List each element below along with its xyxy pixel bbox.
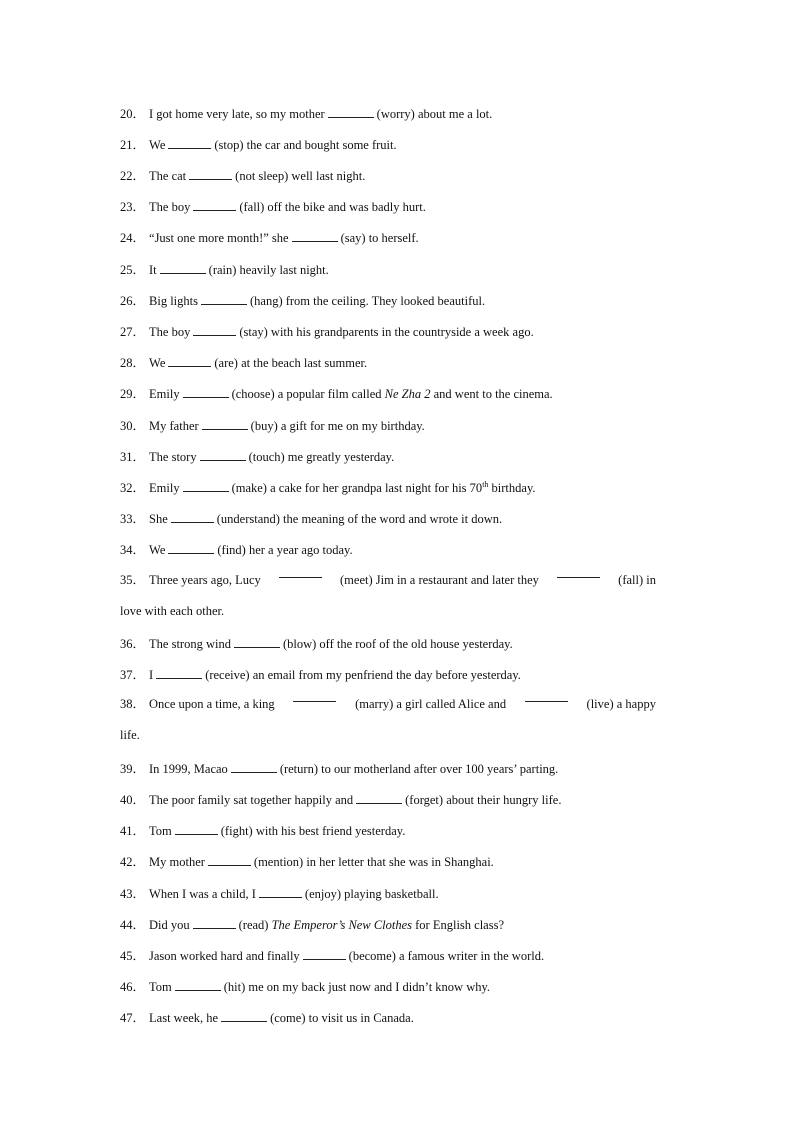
answer-blank[interactable] [175, 978, 221, 991]
question-27: 27． The boy (stay) with his grandparents in the countryside a week ago. [120, 325, 534, 339]
answer-blank[interactable] [292, 229, 338, 242]
answer-blank[interactable] [208, 853, 251, 866]
question-46: 46． Tom (hit) me on my back just now and I didn’t know why. [120, 980, 491, 994]
question-43: 43． When I was a child, I (enjoy) playing basketball. [120, 887, 439, 901]
answer-blank[interactable] [168, 136, 211, 149]
answer-blank[interactable] [234, 635, 280, 648]
question-38: 38． Once upon a time, a king (marry) a girl called Alice and (live) a happy life. [120, 689, 656, 752]
question-22: 22． The cat (not sleep) well last night. [120, 169, 366, 183]
answer-blank[interactable] [328, 105, 374, 118]
answer-blank[interactable] [231, 760, 277, 773]
answer-blank[interactable] [293, 689, 336, 702]
question-36: 36． The strong wind (blow) off the roof of the old house yesterday. [120, 637, 513, 651]
answer-blank[interactable] [279, 565, 322, 578]
answer-blank[interactable] [557, 565, 600, 578]
answer-blank[interactable] [193, 198, 236, 211]
answer-blank[interactable] [202, 417, 248, 430]
question-37: 37． I (receive) an email from my penfriend the day before yesterday. [120, 668, 521, 682]
book-title: The Emperor’s New Clothes [271, 918, 413, 932]
question-42: 42． My mother (mention) in her letter that she was in Shanghai. [120, 855, 494, 869]
question-29: 29． Emily (choose) a popular film called Ne Zha 2 and went to the cinema. [120, 387, 553, 401]
question-30: 30． My father (buy) a gift for me on my birthday. [120, 419, 425, 433]
answer-blank[interactable] [259, 885, 302, 898]
question-41: 41． Tom (fight) with his best friend yesterday. [120, 824, 406, 838]
answer-blank[interactable] [171, 510, 214, 523]
question-21: 21． We (stop) the car and bought some fruit. [120, 138, 397, 152]
film-title: Ne Zha 2 [384, 387, 431, 401]
question-47: 47． Last week, he (come) to visit us in Canada. [120, 1011, 414, 1025]
answer-blank[interactable] [201, 292, 247, 305]
answer-blank[interactable] [303, 947, 346, 960]
answer-blank[interactable] [183, 385, 229, 398]
question-20: 20． I got home very late, so my mother (worry) about me a lot. [120, 107, 493, 121]
question-24: 24． “Just one more month!” she (say) to herself. [120, 231, 419, 245]
answer-blank[interactable] [193, 916, 236, 929]
question-33: 33． She (understand) the meaning of the word and wrote it down. [120, 512, 503, 526]
question-23: 23． The boy (fall) off the bike and was badly hurt. [120, 200, 426, 214]
answer-blank[interactable] [525, 689, 568, 702]
answer-blank[interactable] [356, 791, 402, 804]
question-39: 39． In 1999, Macao (return) to our motherland after over 100 years’ parting. [120, 762, 559, 776]
answer-blank[interactable] [160, 261, 206, 274]
question-28: 28． We (are) at the beach last summer. [120, 356, 368, 370]
question-34: 34． We (find) her a year ago today. [120, 543, 353, 557]
answer-blank[interactable] [221, 1009, 267, 1022]
question-32: 32． Emily (make) a cake for her grandpa last night for his 70th birthday. [120, 479, 536, 495]
answer-blank[interactable] [183, 479, 229, 492]
question-31: 31． The story (touch) me greatly yesterday. [120, 450, 395, 464]
question-35: 35． Three years ago, Lucy (meet) Jim in a restaurant and later they (fall) in love with each other. [120, 565, 656, 628]
question-40: 40． The poor family sat together happily and (forget) about their hungry life. [120, 793, 562, 807]
answer-blank[interactable] [168, 354, 211, 367]
answer-blank[interactable] [193, 323, 236, 336]
answer-blank[interactable] [175, 822, 218, 835]
question-45: 45． Jason worked hard and finally (become) a famous writer in the world. [120, 949, 545, 963]
answer-blank[interactable] [168, 541, 214, 554]
answer-blank[interactable] [156, 666, 202, 679]
answer-blank[interactable] [200, 448, 246, 461]
question-44: 44． Did you (read) The Emperor’s New Clothes for English class? [120, 918, 505, 932]
answer-blank[interactable] [189, 167, 232, 180]
question-25: 25． It (rain) heavily last night. [120, 263, 329, 277]
question-26: 26． Big lights (hang) from the ceiling. They looked beautiful. [120, 294, 486, 308]
